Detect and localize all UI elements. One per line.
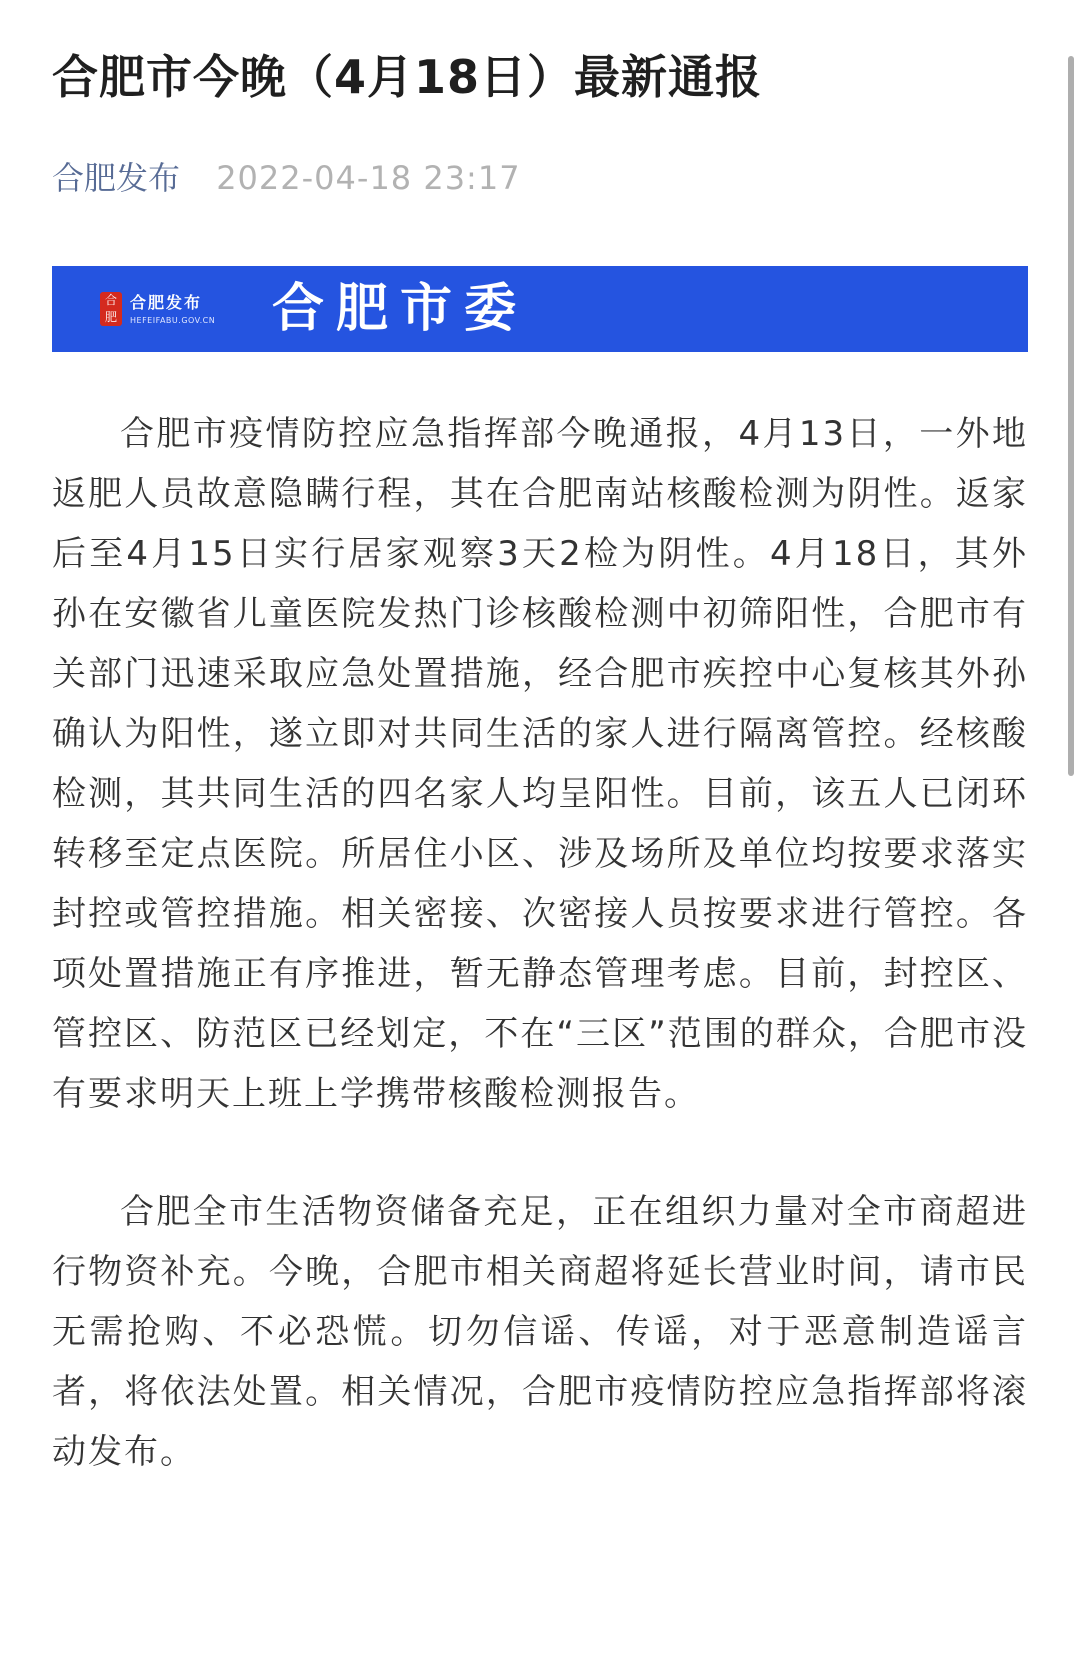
header-banner bbox=[52, 266, 1028, 352]
hefei-fabu-logo-icon: 合肥 bbox=[100, 292, 122, 326]
paragraph: 合肥市疫情防控应急指挥部今晚通报，4月13日，一外地返肥人员故意隐瞒行程，其在合肥南站核酸检测为阴性。返家后至4月15日实行居家观察3天2检为阴性。4月18日，其外孙在安徽省儿童医院发热门诊核酸检测中初筛阳性，合肥市有关部门迅速采取应急处置措施，经合肥市疾控中心复核其外孙确认为阳性，遂立即对共同生活的家人进行隔离管控。经核酸检测，其共同生活的四名家人均呈阳性。目前，该五人已闭环转移至定点医院。所居住小区、涉及场所及单位均按要求落实封控或管控措施。相关密接、次密接人员按要求进行管控。各项处置措施正有序推进，暂无静态管理考虑。目前，封控区、管控区、防范区已经划定，不在“三区”范围的群众，合肥市没有要求明天上班上学携带核酸检测报告。 bbox=[52, 414, 1028, 1114]
banner-logo-name: 合肥发布 bbox=[130, 293, 203, 312]
article-title: 合肥市今晚（4月18日）最新通报 bbox=[52, 50, 763, 104]
article-body bbox=[52, 404, 1028, 1482]
article-meta bbox=[52, 158, 1028, 198]
author-link[interactable]: 合肥发布 bbox=[52, 159, 181, 197]
publish-time: 2022-04-18 23:17 bbox=[216, 159, 521, 197]
article-container bbox=[52, 0, 1028, 1482]
banner-title: 合肥市委 bbox=[272, 278, 529, 339]
banner-logo-domain: HEFEIFABU.GOV.CN bbox=[130, 316, 216, 325]
scrollbar-thumb[interactable] bbox=[1068, 56, 1074, 776]
paragraph: 合肥全市生活物资储备充足，正在组织力量对全市商超进行物资补充。今晚，合肥市相关商超将延长营业时间，请市民无需抢购、不必恐慌。切勿信谣、传谣，对于恶意制造谣言者，将依法处置。相关情况，合肥市疫情防控应急指挥部将滚动发布。 bbox=[52, 1192, 1028, 1472]
